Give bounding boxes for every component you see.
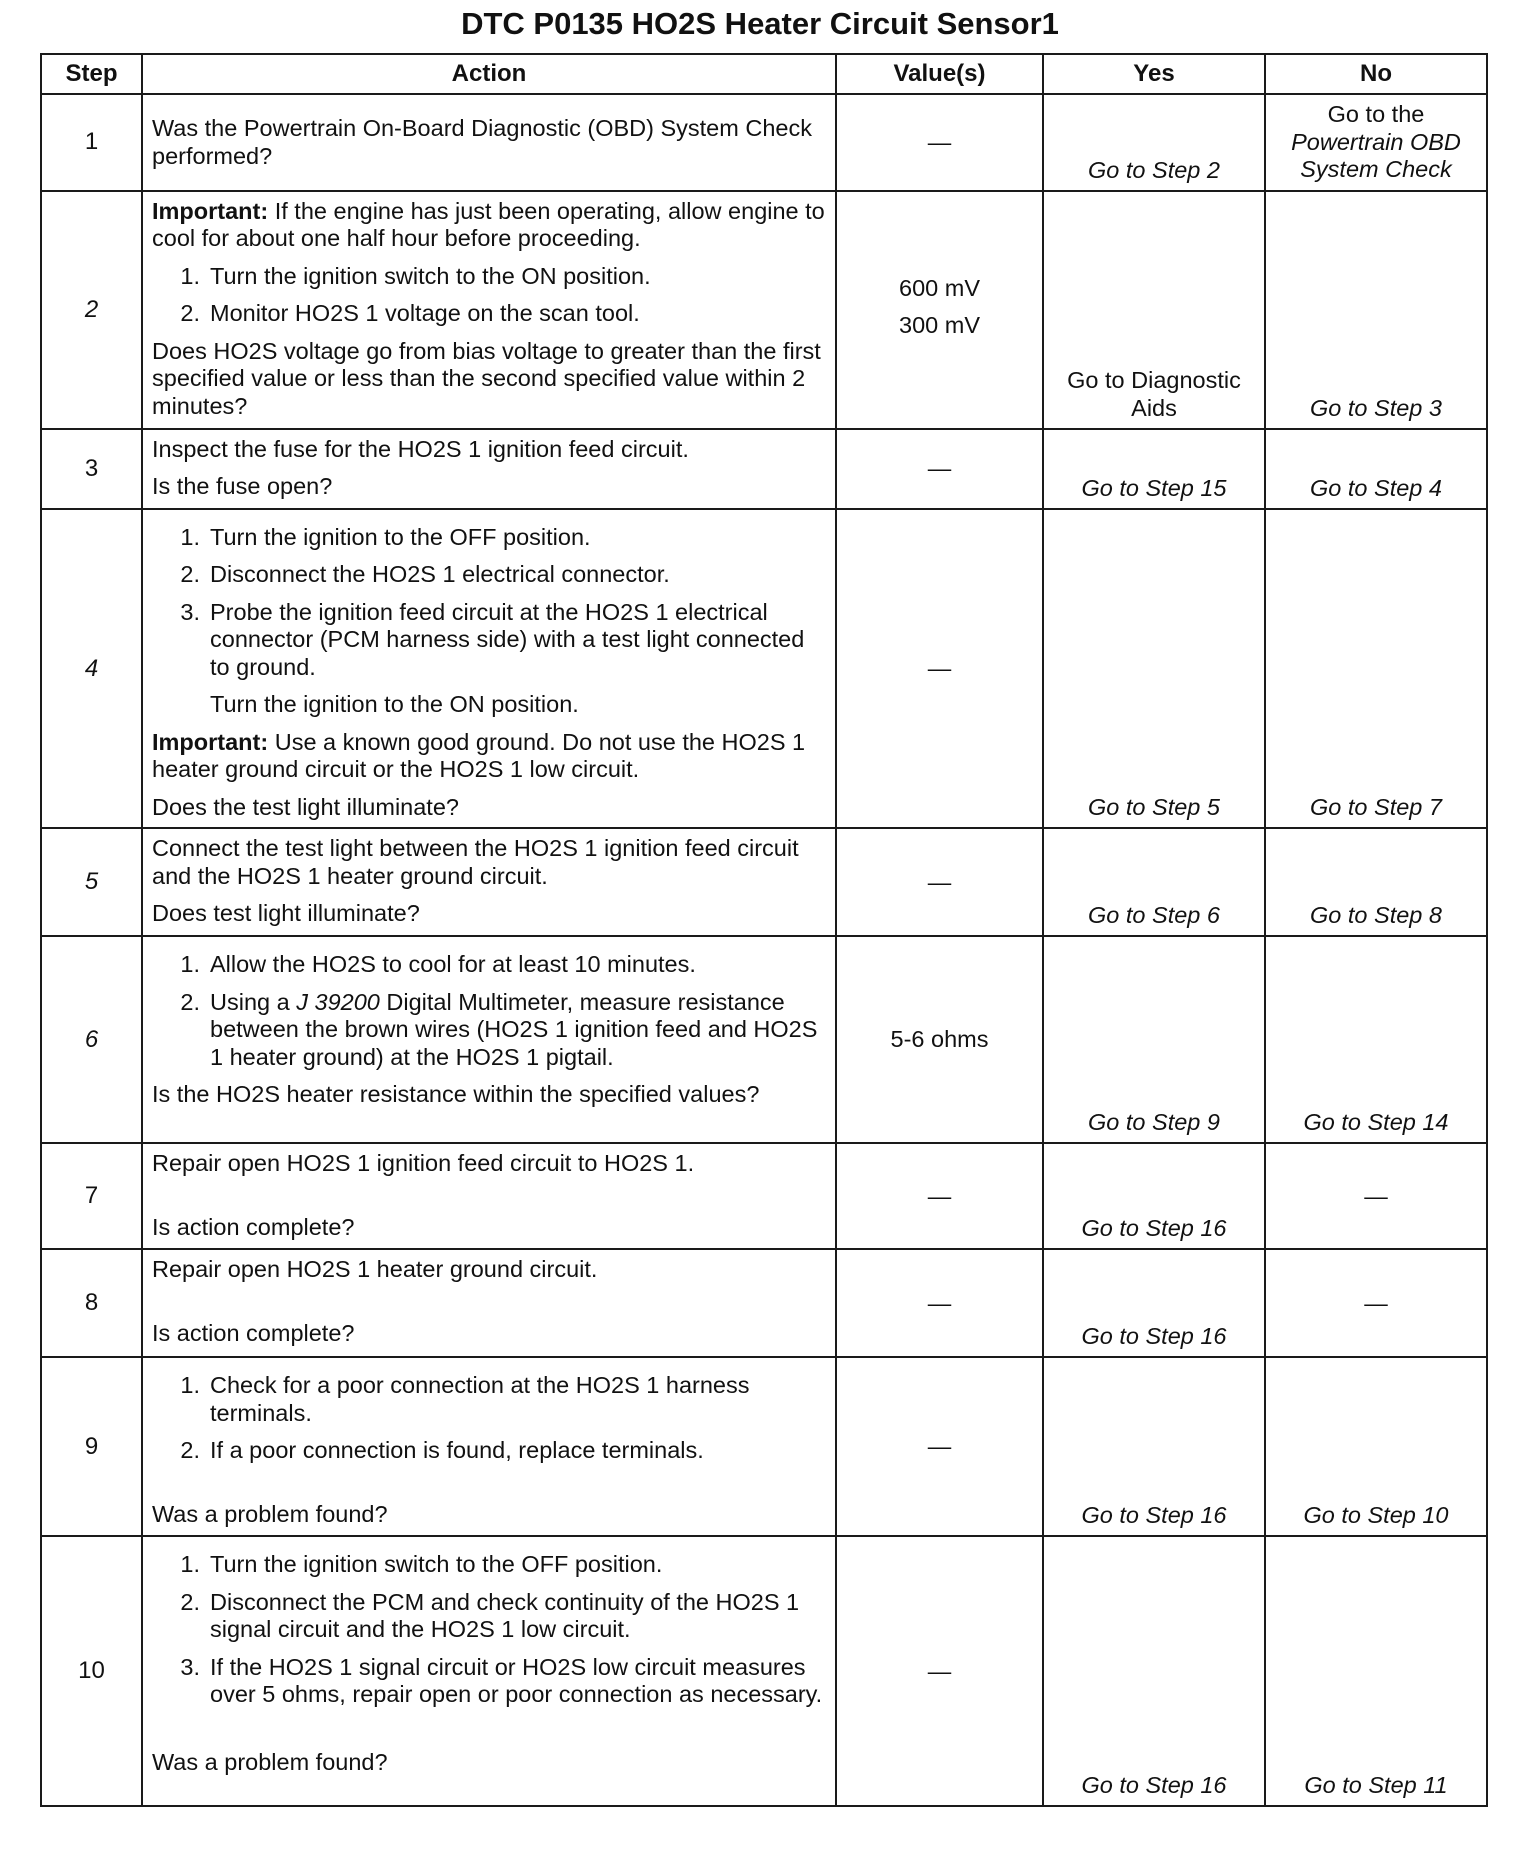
list-item [152,951,826,978]
no-cell: Go to Step 10 [1265,1357,1487,1536]
yes-cell: Go to Step 6 [1043,828,1265,936]
value-cell: — [836,1357,1043,1536]
yes-cell: Go to Diagnostic Aids [1043,191,1265,429]
header-no: No [1265,54,1487,94]
yes-cell: Go to Step 16 [1043,1249,1265,1357]
no-cell [1265,94,1487,191]
table-row [41,936,1487,1143]
value-line: 600 mV [899,274,980,301]
important-note [152,198,826,253]
list-number: 1. [180,1372,200,1399]
action-cell [142,828,836,936]
no-cell: Go to Step 4 [1265,429,1487,509]
step-number: 2 [41,191,142,429]
question-text: Is the HO2S heater resistance within the specified values? [152,1081,760,1108]
list-number: 1. [180,1551,200,1578]
no-text: Go to the [1327,101,1425,128]
value-cell: — [836,94,1043,191]
value-cell: — [836,1143,1043,1249]
table-row [41,1536,1487,1806]
list-text: If the HO2S 1 signal circuit or HO2S low circuit measures over 5 ohms, repair open or poor connection as necessary. [210,1653,823,1708]
header-row [41,54,1487,94]
yes-cell: Go to Step 16 [1043,1357,1265,1536]
list-number: 1. [180,951,200,978]
step-number: 5 [41,828,142,936]
important-text: Use a known good ground. Do not use the HO2S 1 heater ground circuit or the HO2S 1 low circuit. [152,728,806,783]
list-item [152,300,826,327]
list-text: Probe the ignition feed circuit at the HO2S 1 electrical connector (PCM harness side) with a test light connected to ground. [210,598,805,680]
list-number: 3. [180,598,200,625]
yes-cell: Go to Step 16 [1043,1536,1265,1806]
header-action: Action [142,54,836,94]
list-text: Check for a poor connection at the HO2S 1 harness terminals. [210,1372,750,1426]
action-cell [142,1143,836,1249]
no-cell: Go to Step 14 [1265,936,1487,1143]
list-item [152,1372,826,1427]
question-text: Was a problem found? [152,1748,388,1775]
no-cell: Go to Step 7 [1265,509,1487,828]
list-number: 1. [180,262,200,289]
table-row [41,1357,1487,1536]
tool-reference: J 39200 [296,988,380,1015]
list-item [152,1551,826,1578]
list-text: Disconnect the HO2S 1 electrical connector. [210,561,670,588]
important-note [152,729,826,784]
list-text: Monitor HO2S 1 voltage on the scan tool. [210,300,640,327]
action-text: Repair open HO2S 1 heater ground circuit. [152,1256,598,1283]
value-cell: 5-6 ohms [836,936,1043,1143]
important-text: If the engine has just been operating, allow engine to cool for about one half hour before proceeding. [152,198,825,252]
action-cell [142,94,836,191]
table-row [41,1249,1487,1357]
value-line: 300 mV [899,312,980,338]
question-text: Does HO2S voltage go from bias voltage to greater than the first specified value or less than the second specified value within 2 minutes? [152,337,821,419]
list-item [152,1654,826,1709]
important-label: Important: [152,198,269,224]
list-item [152,1437,826,1464]
list-number: 3. [180,1653,200,1680]
list-item [152,989,826,1071]
list-item [152,263,826,290]
list-number: 2. [180,561,200,588]
value-cell [836,191,1043,429]
list-text: Disconnect the PCM and check continuity of the HO2S 1 signal circuit and the HO2S 1 low circuit. [210,1588,800,1643]
list-number: 1. [180,524,200,550]
no-cell: — [1265,1249,1487,1357]
yes-cell: Go to Step 16 [1043,1143,1265,1249]
list-text: Turn the ignition switch to the OFF position. [210,1551,663,1578]
list-item [152,1589,826,1644]
no-cell: Go to Step 3 [1265,191,1487,429]
list-text-part: Digital Multimeter, measure resistance between the brown wires (HO2S 1 ignition feed and HO2S 1 heater ground) at the HO2S 1 pigtail. [210,988,818,1070]
table-row [41,429,1487,509]
list-text: If a poor connection is found, replace terminals. [210,1437,704,1464]
table-row [41,191,1487,429]
list-number: 2. [180,300,200,327]
table-row [41,1143,1487,1249]
diagnostic-table [40,53,1488,1807]
action-cell [142,1357,836,1536]
list-item [152,599,826,681]
question-text: Does the test light illuminate? [152,793,459,820]
table-row [41,828,1487,936]
step-number: 4 [41,509,142,828]
list-text [210,989,826,1071]
no-cell: Go to Step 11 [1265,1536,1487,1806]
table-row [41,94,1487,191]
question-text: Is action complete? [152,1319,355,1346]
no-cell: — [1265,1143,1487,1249]
yes-cell: Go to Step 2 [1043,94,1265,191]
action-cell [142,191,836,429]
action-cell [142,936,836,1143]
yes-cell: Go to Step 5 [1043,509,1265,828]
value-cell: — [836,429,1043,509]
list-item [152,524,826,551]
value-cell: — [836,828,1043,936]
table-row [41,509,1487,828]
action-text: Inspect the fuse for the HO2S 1 ignition feed circuit. [152,436,689,462]
list-number: 2. [180,988,200,1015]
action-cell [142,429,836,509]
step-number: 9 [41,1357,142,1536]
action-text: Connect the test light between the HO2S 1 ignition feed circuit and the HO2S 1 heater ground circuit. [152,835,799,889]
action-cell [142,1249,836,1357]
action-text: Repair open HO2S 1 ignition feed circuit to HO2S 1. [152,1150,695,1177]
list-number: 2. [180,1588,200,1615]
yes-cell: Go to Step 9 [1043,936,1265,1143]
important-label: Important: [152,728,269,755]
step-number: 10 [41,1536,142,1806]
step-number: 1 [41,94,142,191]
list-text: Turn the ignition switch to the ON position. [210,262,651,289]
no-cell: Go to Step 8 [1265,828,1487,936]
list-number: 2. [180,1437,200,1464]
question-text: Was a problem found? [152,1500,388,1527]
question-text: Is the fuse open? [152,473,333,500]
question-text: Was the Powertrain On-Board Diagnostic (OBD) System Check performed? [152,115,812,169]
yes-cell: Go to Step 15 [1043,429,1265,509]
list-item [152,561,826,588]
value-cell: — [836,1536,1043,1806]
list-text-part: Using a [210,988,290,1015]
list-text: Turn the ignition to the OFF position. [210,524,591,550]
step-number: 8 [41,1249,142,1357]
header-values: Value(s) [836,54,1043,94]
no-reference: Powertrain OBD System Check [1291,128,1461,183]
action-cell [142,1536,836,1806]
list-continuation: Turn the ignition to the ON position. [210,691,579,718]
step-number: 6 [41,936,142,1143]
step-number: 7 [41,1143,142,1249]
action-cell [142,509,836,828]
header-yes: Yes [1043,54,1265,94]
question-text: Does test light illuminate? [152,900,420,927]
header-step: Step [41,54,142,94]
value-cell: — [836,509,1043,828]
list-text: Allow the HO2S to cool for at least 10 minutes. [210,951,696,978]
question-text: Is action complete? [152,1213,355,1240]
value-cell: — [836,1249,1043,1357]
step-number: 3 [41,429,142,509]
page-title: DTC P0135 HO2S Heater Circuit Sensor1 [461,6,1059,41]
